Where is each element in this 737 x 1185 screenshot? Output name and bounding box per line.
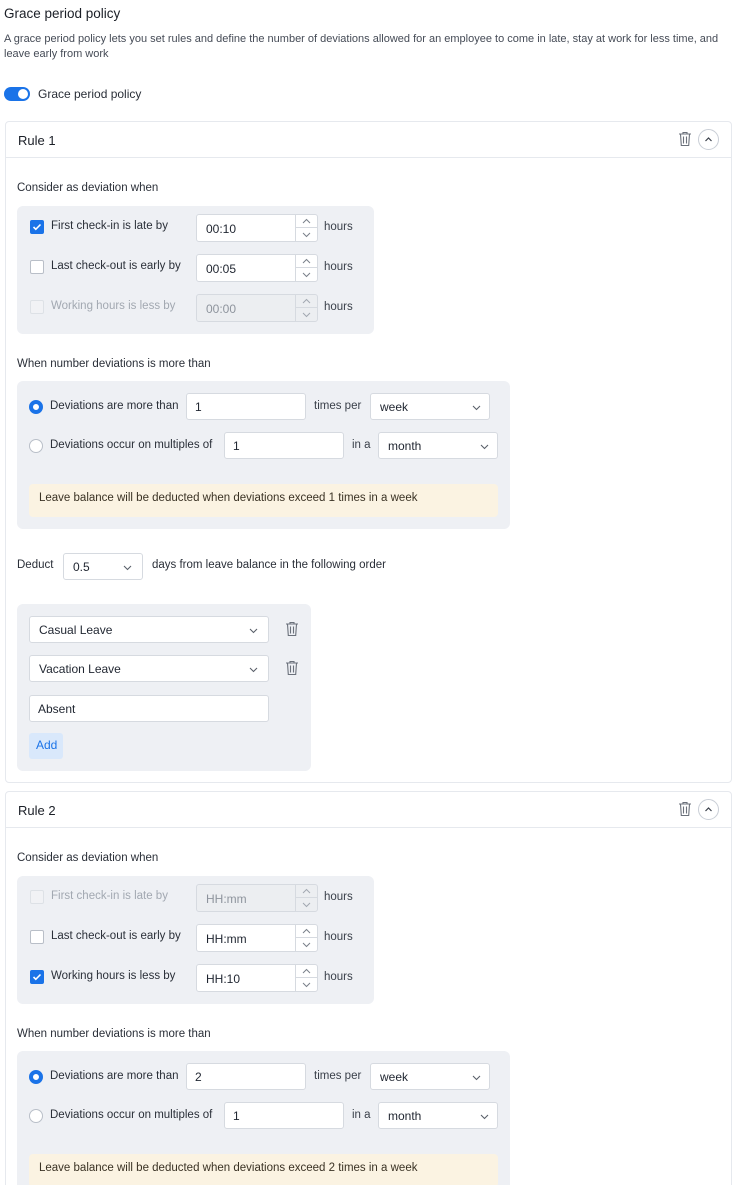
- chevron-down-icon: [302, 981, 311, 988]
- chevron-up-icon: [704, 135, 713, 144]
- increment-button[interactable]: [296, 925, 317, 938]
- rule-1-multiples-label: Deviations occur on multiples of: [50, 439, 213, 451]
- rule-1-multiples-input[interactable]: [224, 432, 344, 459]
- leave-order-select-1[interactable]: [29, 616, 269, 643]
- rule-2-hours-stepper[interactable]: [295, 965, 317, 991]
- add-leave-button[interactable]: [29, 733, 63, 759]
- rule-2-early-stepper[interactable]: [295, 925, 317, 951]
- rule-2-early-unit: hours: [324, 931, 353, 943]
- delete-rule-1-icon[interactable]: [678, 131, 692, 147]
- increment-button[interactable]: [296, 215, 317, 228]
- rule-1-consider-label: Consider as deviation when: [17, 182, 159, 194]
- chevron-up-icon: [704, 805, 713, 814]
- page-title: Grace period policy: [4, 6, 121, 21]
- rule-1-late-checkbox[interactable]: [30, 220, 44, 234]
- collapse-rule-2-button[interactable]: [698, 799, 719, 820]
- rule-1-early-stepper[interactable]: [295, 255, 317, 281]
- rule-1-more-than-radio[interactable]: [29, 400, 43, 414]
- rule-1-hours-unit: hours: [324, 301, 353, 313]
- rule-1-multiples-period-value: month: [388, 439, 422, 453]
- page-description: A grace period policy lets you set rules and define the number of deviations allowed for an employee to come in late, stay at work for less time, and leave early from work: [4, 33, 719, 60]
- rule-2-late-value: HH:mm: [206, 892, 247, 906]
- rule-2-note-text: Leave balance will be deducted when deviations exceed 2 times in a week: [39, 1162, 418, 1174]
- chevron-down-icon: [302, 311, 311, 318]
- rule-1-multiples-value: 1: [233, 439, 240, 453]
- leave-order-select-2[interactable]: [29, 655, 269, 682]
- rule-2-period-value: week: [380, 1070, 409, 1084]
- delete-leave-1-icon[interactable]: [285, 621, 299, 637]
- rule-1-hours-label: Working hours is less by: [51, 300, 176, 312]
- rule-1-more-than-input[interactable]: [186, 393, 306, 420]
- rule-2-multiples-period-select[interactable]: [378, 1102, 498, 1129]
- delete-rule-2-icon[interactable]: [678, 801, 692, 817]
- toggle-label: Grace period policy: [38, 87, 142, 101]
- chevron-down-icon: [480, 1113, 489, 1120]
- rule-2-hours-input[interactable]: [196, 964, 318, 992]
- rule-2-late-label: First check-in is late by: [51, 890, 168, 902]
- rule-1-hours-value: 00:00: [206, 302, 237, 316]
- chevron-up-icon: [302, 968, 311, 975]
- leave-order-value-3: Absent: [38, 702, 76, 716]
- chevron-down-icon: [302, 231, 311, 238]
- rule-2-period-select[interactable]: [370, 1063, 490, 1090]
- leave-order-input-3[interactable]: [29, 695, 269, 722]
- rule-1-header: [6, 122, 731, 158]
- rule-2-more-than-value: 2: [195, 1070, 202, 1084]
- rule-1-when-label: When number deviations is more than: [17, 358, 211, 370]
- rule-1-early-input[interactable]: [196, 254, 318, 282]
- rule-2-times-per-label: times per: [314, 1070, 362, 1082]
- chevron-down-icon: [123, 564, 132, 571]
- chevron-up-icon: [302, 888, 311, 895]
- chevron-up-icon: [302, 928, 311, 935]
- increment-button[interactable]: [296, 255, 317, 268]
- increment-button: [296, 295, 317, 308]
- rule-1-late-value: 00:10: [206, 222, 237, 236]
- chevron-down-icon: [480, 443, 489, 450]
- rule-1-info-note: [29, 484, 498, 517]
- deduct-amount-value: 0.5: [73, 560, 90, 574]
- decrement-button[interactable]: [296, 938, 317, 951]
- rule-1-period-value: week: [380, 400, 409, 414]
- rule-2-hours-checkbox[interactable]: [30, 970, 44, 984]
- rule-1-hours-checkbox: [30, 300, 44, 314]
- chevron-down-icon: [472, 404, 481, 411]
- rule-1-late-input[interactable]: [196, 214, 318, 242]
- rule-1-in-a-label: in a: [352, 439, 371, 451]
- rule-2-more-than-input[interactable]: [186, 1063, 306, 1090]
- chevron-down-icon: [249, 627, 258, 634]
- rule-2-header: [6, 792, 731, 828]
- leave-order-value-1: Casual Leave: [39, 623, 113, 637]
- decrement-button[interactable]: [296, 978, 317, 991]
- leave-order-value-2: Vacation Leave: [39, 662, 121, 676]
- rule-2-multiples-radio[interactable]: [29, 1109, 43, 1123]
- rule-1-early-checkbox[interactable]: [30, 260, 44, 274]
- chevron-up-icon: [302, 258, 311, 265]
- rule-2-multiples-label: Deviations occur on multiples of: [50, 1109, 213, 1121]
- decrement-button[interactable]: [296, 228, 317, 241]
- chevron-down-icon: [302, 941, 311, 948]
- rule-1-early-label: Last check-out is early by: [51, 260, 181, 272]
- rule-2-more-than-radio[interactable]: [29, 1070, 43, 1084]
- rule-2-in-a-label: in a: [352, 1109, 371, 1121]
- collapse-rule-1-button[interactable]: [698, 129, 719, 150]
- chevron-down-icon: [472, 1074, 481, 1081]
- rule-1-more-than-label: Deviations are more than: [50, 400, 179, 412]
- rule-2-early-input[interactable]: [196, 924, 318, 952]
- rule-2-multiples-input[interactable]: [224, 1102, 344, 1129]
- rule-1-late-label: First check-in is late by: [51, 220, 168, 232]
- deduct-suffix: days from leave balance in the following order: [152, 559, 386, 571]
- rule-2-title: Rule 2: [18, 803, 56, 818]
- rule-2-multiples-period-value: month: [388, 1109, 422, 1123]
- rule-2-hours-unit: hours: [324, 971, 353, 983]
- rule-1-multiples-radio[interactable]: [29, 439, 43, 453]
- rule-2-hours-label: Working hours is less by: [51, 970, 176, 982]
- add-leave-label: Add: [36, 738, 58, 752]
- rule-2-when-label: When number deviations is more than: [17, 1028, 211, 1040]
- rule-2-early-value: HH:mm: [206, 932, 247, 946]
- grace-period-toggle[interactable]: [4, 87, 30, 101]
- rule-1-hours-stepper: [295, 295, 317, 321]
- rule-1-note-text: Leave balance will be deducted when deviations exceed 1 times in a week: [39, 492, 418, 504]
- rule-2-early-checkbox[interactable]: [30, 930, 44, 944]
- rule-1-late-unit: hours: [324, 221, 353, 233]
- rule-1-more-than-value: 1: [195, 400, 202, 414]
- chevron-up-icon: [302, 298, 311, 305]
- rule-1-late-stepper[interactable]: [295, 215, 317, 241]
- rule-2-early-label: Last check-out is early by: [51, 930, 181, 942]
- rule-2-multiples-value: 1: [233, 1109, 240, 1123]
- deduct-label: Deduct: [17, 559, 54, 571]
- decrement-button: [296, 308, 317, 321]
- rule-1-early-unit: hours: [324, 261, 353, 273]
- rule-1-multiples-period-select[interactable]: [378, 432, 498, 459]
- rule-2-more-than-label: Deviations are more than: [50, 1070, 179, 1082]
- rule-1-title: Rule 1: [18, 133, 56, 148]
- rule-1-times-per-label: times per: [314, 400, 362, 412]
- rule-2-late-unit: hours: [324, 891, 353, 903]
- decrement-button[interactable]: [296, 268, 317, 281]
- increment-button[interactable]: [296, 965, 317, 978]
- increment-button: [296, 885, 317, 898]
- rule-2-consider-label: Consider as deviation when: [17, 852, 159, 864]
- rule-2-hours-value: HH:10: [206, 972, 241, 986]
- rule-2-info-note: [29, 1154, 498, 1185]
- rule-2-late-checkbox: [30, 890, 44, 904]
- chevron-down-icon: [302, 271, 311, 278]
- chevron-down-icon: [302, 901, 311, 908]
- rule-1-early-value: 00:05: [206, 262, 237, 276]
- delete-leave-2-icon[interactable]: [285, 660, 299, 676]
- chevron-up-icon: [302, 218, 311, 225]
- deduct-amount-select[interactable]: [63, 553, 143, 580]
- rule-1-hours-input: [196, 294, 318, 322]
- decrement-button: [296, 898, 317, 911]
- rule-2-late-input: [196, 884, 318, 912]
- chevron-down-icon: [249, 666, 258, 673]
- rule-1-period-select[interactable]: [370, 393, 490, 420]
- rule-2-late-stepper: [295, 885, 317, 911]
- toggle-knob: [18, 89, 28, 99]
